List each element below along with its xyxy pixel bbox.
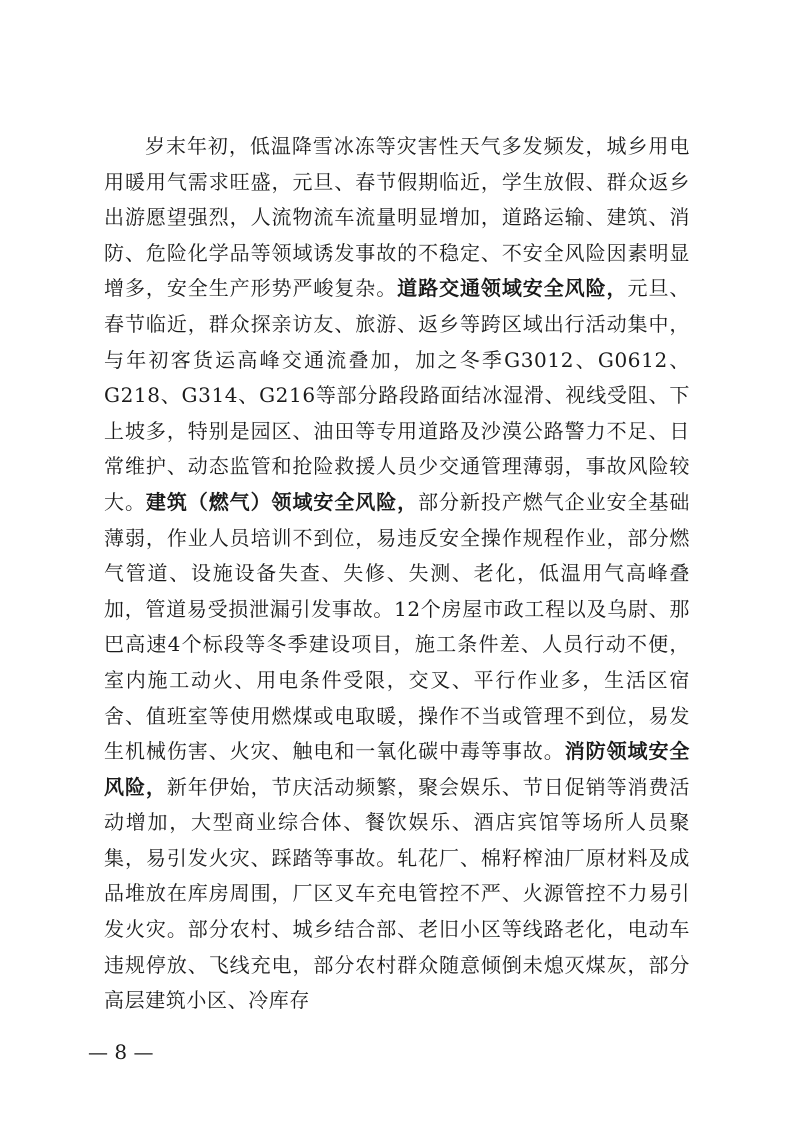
paragraph-intro: 岁末年初，低温降雪冰冻等灾害性天气多发频发，城乡用电用暖用气需求旺盛，元旦、春节假期临近，学生放假、群众返乡出游愿望强烈，人流物流车流量明显增加，道路运输、建筑、消防、危险化学品等领域诱发事故的不稳定、不安全风险因素明显增多，安全生产形势严峻复杂。 xyxy=(104,134,690,301)
body-paragraph xyxy=(104,129,690,1019)
paragraph-fire: 新年伊始，节庆活动频繁，聚会娱乐、节日促销等消费活动增加，大型商业综合体、餐饮娱乐、酒店宾馆等场所人员聚集，易引发火灾、踩踏等事故。轧花厂、棉籽榨油厂原材料及成品堆放在库房周围，厂区叉车充电管控不严、火源管控不力易引发火灾。部分农村、城乡结合部、老旧小区等线路老化，电动车违规停放、飞线充电，部分农村群众随意倾倒未熄灭煤灰，部分高层建筑小区、冷库存 xyxy=(104,774,690,1013)
heading-road-traffic-risk: 道路交通领域安全风险， xyxy=(397,276,628,301)
page-number: — 8 — xyxy=(88,1040,154,1064)
paragraph-road-traffic: 元旦、春节临近，群众探亲访友、旅游、返乡等跨区域出行活动集中，与年初客货运高峰交通流叠加，加之冬季G3012、G0612、G218、G314、G216等部分路段路面结冰湿滑、视线受阻、下上坡多，特别是园区、油田等专用道路及沙漠公路警力不足、日常维护、动态监管和抢险救援人员少交通管理薄弱，事故风险较大。 xyxy=(104,276,690,514)
heading-construction-gas-risk: 建筑（燃气）领域安全风险， xyxy=(145,489,419,514)
heading-fire-risk: 消防领域安全风险， xyxy=(104,739,690,799)
paragraph-construction-gas: 部分新投产燃气企业安全基础薄弱，作业人员培训不到位，易违反安全操作规程作业，部分燃气管道、设施设备失查、失修、失测、老化，低温用气高峰叠加，管道易受损泄漏引发事故。12个房屋市政工程以及乌尉、那巴高速4个标段等冬季建设项目，施工条件差、人员行动不便，室内施工动火、用电条件受限，交叉、平行作业多，生活区宿舍、值班室等使用燃煤或电取暖，操作不当或管理不到位，易发生机械伤害、火灾、触电和一氧化碳中毒等事故。 xyxy=(104,489,690,764)
